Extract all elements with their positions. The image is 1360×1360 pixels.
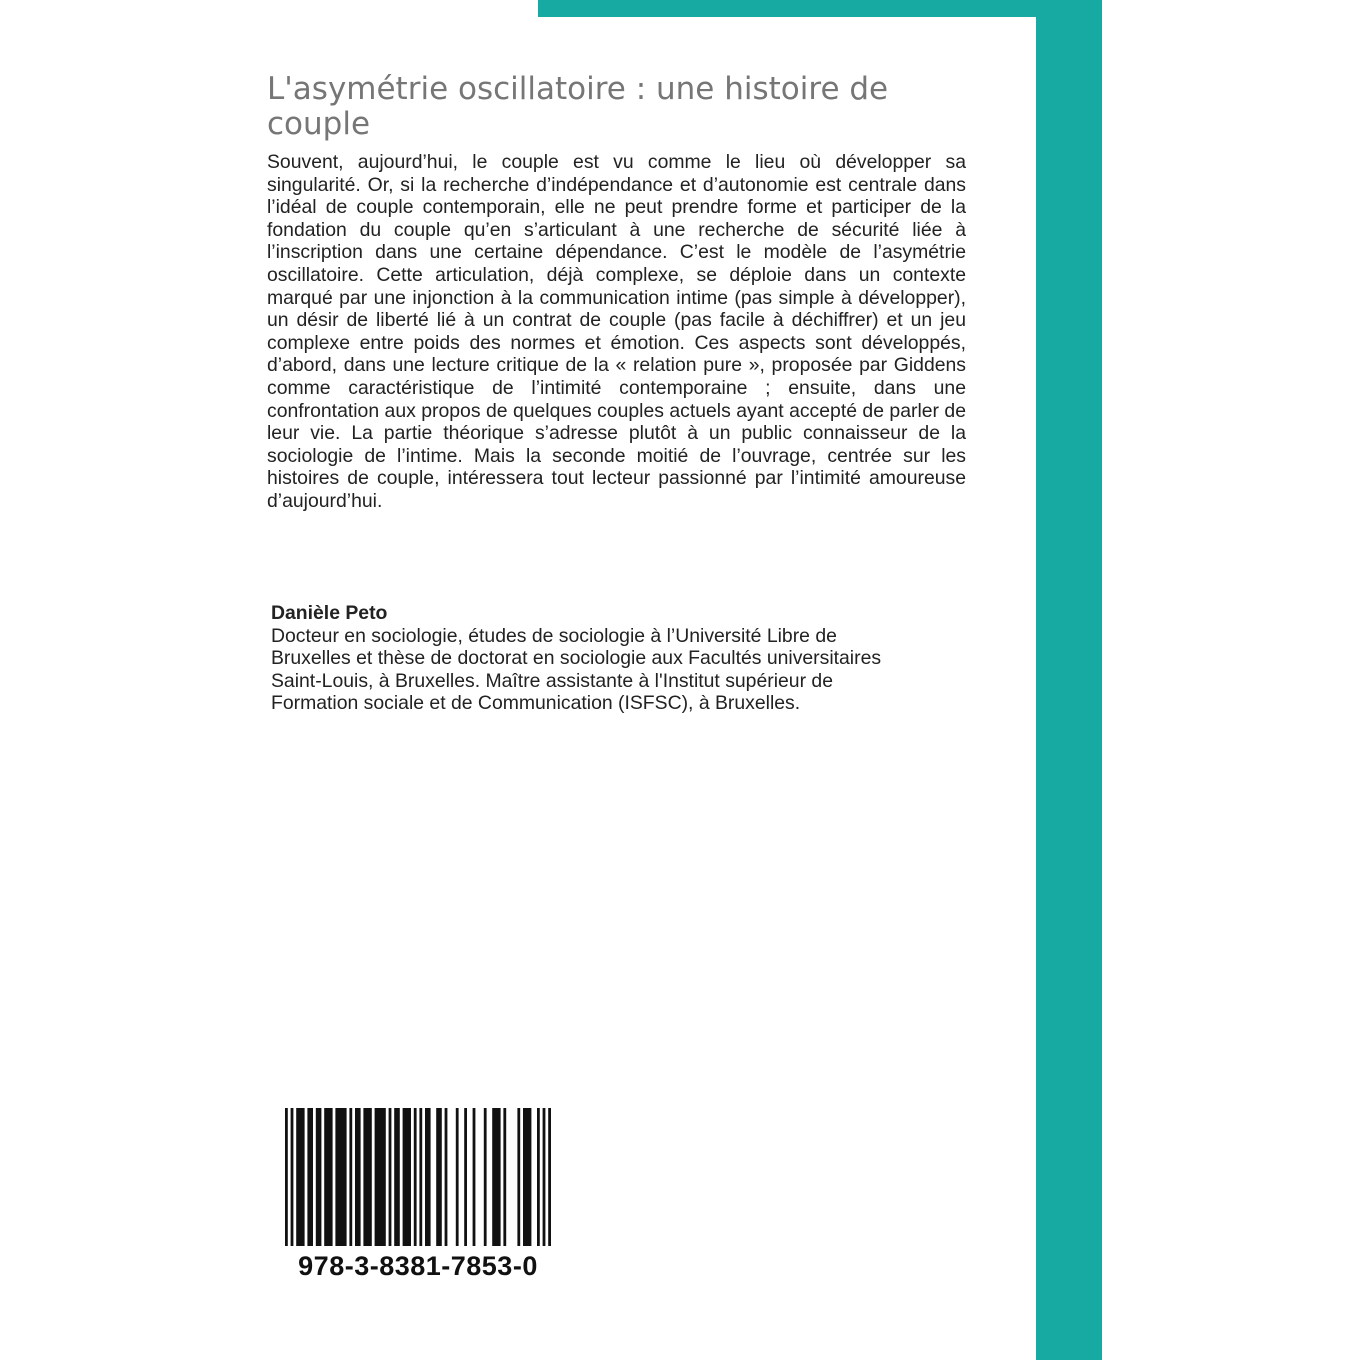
barcode-bar (503, 1108, 506, 1246)
barcode-bar (548, 1108, 551, 1246)
barcode-bar (484, 1108, 487, 1246)
barcode-bar (537, 1108, 540, 1246)
author-bio-line: Docteur en sociologie, études de sociologie à l’Université Libre de (271, 624, 837, 647)
author-bio-line: Formation sociale et de Communication (ISFSC), à Bruxelles. (271, 692, 801, 715)
top-accent-band (538, 0, 1102, 17)
isbn-number: 978-3-8381-7853-0 (298, 1251, 538, 1281)
author-bio-line: Bruxelles et thèse de doctorat en sociologie aux Facultés universitaires (271, 647, 882, 670)
author-bio-line: Saint-Louis, à Bruxelles. Maître assistante à l'Institut supérieur de (271, 669, 833, 692)
barcode-bar (307, 1108, 313, 1246)
barcode-bar (394, 1108, 400, 1246)
barcode-bar (419, 1108, 422, 1246)
barcode-bar (324, 1108, 332, 1246)
author-name: Danièle Peto (271, 602, 388, 624)
barcode-bar (296, 1108, 304, 1246)
barcode-bar (492, 1108, 500, 1246)
barcode-bar (414, 1108, 417, 1246)
author-bio (271, 625, 991, 715)
barcode-bar (523, 1108, 531, 1246)
barcode-bar (464, 1108, 467, 1246)
barcode-bar (456, 1108, 459, 1246)
barcode-bar (436, 1108, 442, 1246)
barcode-bar (291, 1108, 294, 1246)
isbn-barcode (285, 1108, 551, 1246)
book-title: L'asymétrie oscillatoire : une histoire de couple (267, 71, 889, 142)
barcode-bar (316, 1108, 322, 1246)
barcode-bar (473, 1108, 476, 1246)
book-blurb: Souvent, aujourd’hui, le couple est vu comme le lieu où développer sa singularité. Or, si la recherche d’indépendance et d’autonomie est centrale dans l’idéal de couple contemporain, elle ne peut prendre forme et participer de la fondation du couple qu’en s’articulant à une recherche de sécurité liée à l’inscription dans une certaine dépendance. C’est le modèle de l’asymétrie oscillatoire. Cette articulation, déjà complexe, se déploie dans un contexte marqué par une injonction à la communication intime (pas simple à développer), un désir de liberté lié à un contrat de couple (pas facile à déchiffrer) et un jeu complexe entre poids des normes et émotion. Ces aspects sont développés, d’abord, dans une lecture critique de la « relation pure », proposée par Giddens comme caractéristique de l’intimité contemporaine ; ensuite, dans une confrontation aux propos de quelques couples actuels ayant accepté de parler de leur vie. La partie théorique s’adresse plutôt à un public connaisseur de la sociologie de l’intime. Mais la seconde moitié de l’ouvrage, centrée sur les histoires de couple, intéressera tout lecteur passionné par l’intimité amoureuse d’aujourd’hui. (267, 151, 966, 512)
barcode-bar (445, 1108, 448, 1246)
barcode-bar (517, 1108, 520, 1246)
barcode-bar (335, 1108, 346, 1246)
barcode-bar (389, 1108, 392, 1246)
author-block (271, 602, 991, 715)
barcode-bar (285, 1108, 288, 1246)
barcode-bar (363, 1108, 371, 1246)
barcode-bar (425, 1108, 431, 1246)
barcode-bar (349, 1108, 352, 1246)
barcode-bar (403, 1108, 411, 1246)
barcode-bar (543, 1108, 546, 1246)
barcode-bar (375, 1108, 386, 1246)
barcode-bar (355, 1108, 361, 1246)
spine-accent-band (1036, 0, 1102, 1360)
